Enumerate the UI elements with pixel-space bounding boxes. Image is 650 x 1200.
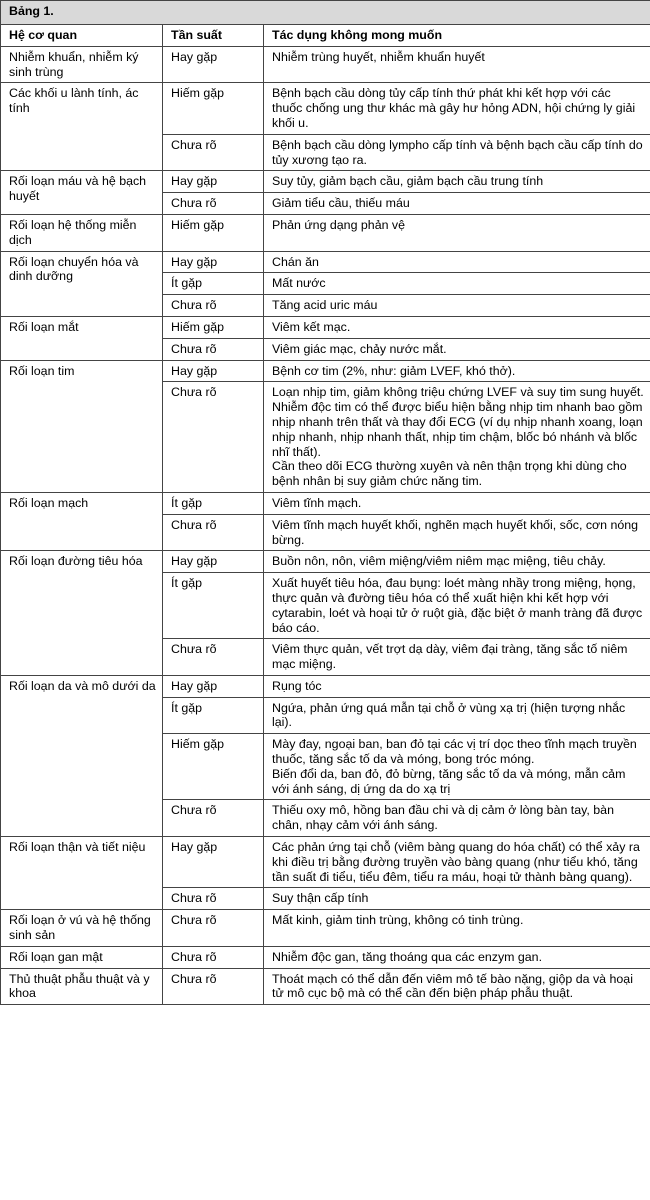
effect-text: Tăng acid uric máu bbox=[272, 298, 378, 313]
effect-cell bbox=[264, 946, 650, 968]
frequency-cell: Chưa rõ bbox=[163, 800, 264, 837]
frequency-cell: Chưa rõ bbox=[163, 514, 264, 551]
frequency-cell: Chưa rõ bbox=[163, 968, 264, 1005]
frequency-cell: Hiếm gặp bbox=[163, 734, 264, 800]
frequency-cell: Chưa rõ bbox=[163, 910, 264, 947]
effect-cell bbox=[264, 968, 650, 1005]
effect-text: Các phản ứng tại chỗ (viêm bàng quang do hóa chất) có thể xảy ra khi điều trị bằng đường truyền vào bàng quang (như tiểu khó, tăng tần suất đi tiểu, tiểu đêm, tiểu ra máu, hoại tử thành bàng quang). bbox=[272, 840, 640, 884]
effect-text: Mày đay, ngoại ban, ban đỏ tại các vị trí dọc theo tĩnh mạch truyền thuốc, tăng sắc tố da và móng, bong tróc móng. bbox=[272, 737, 637, 767]
effect-text: Thiếu oxy mô, hồng ban đầu chi và dị cảm ở lòng bàn tay, bàn chân, nhạy cảm với ánh sáng. bbox=[272, 803, 614, 833]
organ-system-cell: Rối loạn mắt bbox=[1, 316, 163, 360]
organ-system-cell: Rối loạn đường tiêu hóa bbox=[1, 551, 163, 676]
frequency-cell: Ít gặp bbox=[163, 492, 264, 514]
effect-text: Cần theo dõi ECG thường xuyên và nên thận trọng khi dùng cho bệnh nhân bị suy giảm chức năng tim. bbox=[272, 459, 627, 489]
effect-cell bbox=[264, 273, 650, 295]
organ-system-cell: Rối loạn ở vú và hệ thống sinh sản bbox=[1, 910, 163, 947]
effect-cell bbox=[264, 360, 650, 382]
organ-system-cell: Thủ thuật phẫu thuật và y khoa bbox=[1, 968, 163, 1005]
effect-cell bbox=[264, 910, 650, 947]
effect-text: Viêm kết mạc. bbox=[272, 319, 351, 334]
effect-text: Viêm tĩnh mạch huyết khối, nghẽn mạch huyết khối, sốc, cơn nóng bừng. bbox=[272, 517, 639, 547]
effect-text: Viêm tĩnh mạch. bbox=[272, 495, 362, 510]
effect-cell bbox=[264, 214, 650, 251]
effect-cell bbox=[264, 295, 650, 317]
frequency-cell: Hay gặp bbox=[163, 251, 264, 273]
organ-system-cell: Rối loạn hệ thống miễn dịch bbox=[1, 214, 163, 251]
effect-cell bbox=[264, 46, 650, 83]
table-body bbox=[1, 46, 650, 1004]
table-row bbox=[1, 360, 650, 382]
effect-text: Mất nước bbox=[272, 276, 326, 291]
organ-system-cell: Nhiễm khuẩn, nhiễm ký sinh trùng bbox=[1, 46, 163, 83]
effect-text: Ngứa, phản ứng quá mẫn tại chỗ ở vùng xạ trị (hiện tượng nhắc lại). bbox=[272, 700, 626, 730]
table-row bbox=[1, 946, 650, 968]
effect-text: Loạn nhịp tim, giảm không triệu chứng LVEF và suy tim sung huyết. bbox=[272, 385, 644, 400]
effect-text: Viêm giác mạc, chảy nước mắt. bbox=[272, 341, 447, 356]
effect-cell bbox=[264, 83, 650, 134]
frequency-cell: Chưa rõ bbox=[163, 888, 264, 910]
table-row bbox=[1, 316, 650, 338]
frequency-cell: Hiếm gặp bbox=[163, 83, 264, 134]
table-row bbox=[1, 910, 650, 947]
effect-cell bbox=[264, 193, 650, 215]
effect-cell bbox=[264, 888, 650, 910]
frequency-cell: Hiếm gặp bbox=[163, 316, 264, 338]
effect-text: Xuất huyết tiêu hóa, đau bụng: loét màng nhầy trong miệng, họng, thực quản và đường tiêu hóa có thể xuất hiện khi kết hợp với cytarabin, loét và hoại tử ở ruột già, đặc biệt ở manh tràng đã được báo cáo. bbox=[272, 576, 643, 635]
effect-cell bbox=[264, 639, 650, 676]
frequency-cell: Chưa rõ bbox=[163, 946, 264, 968]
organ-system-cell: Rối loạn gan mật bbox=[1, 946, 163, 968]
effect-cell bbox=[264, 697, 650, 734]
effect-text: Nhiễm trùng huyết, nhiễm khuẩn huyết bbox=[272, 49, 485, 64]
header-frequency: Tần suất bbox=[163, 25, 264, 47]
effect-text: Nhiễm độc tim có thể được biểu hiện bằng nhịp tim nhanh bao gồm nhịp nhanh trên thất và thay đổi ECG (ví dụ nhịp nhanh xoang, loạn nhịp nhanh, nhịp nhanh thất, nhịp tim chậm, blốc bó nhánh và blốc nhĩ thất). bbox=[272, 400, 643, 459]
effect-cell bbox=[264, 573, 650, 639]
frequency-cell: Hiếm gặp bbox=[163, 214, 264, 251]
effect-cell bbox=[264, 316, 650, 338]
frequency-cell: Chưa rõ bbox=[163, 338, 264, 360]
effect-cell bbox=[264, 338, 650, 360]
table-row bbox=[1, 837, 650, 888]
header-organ-system: Hệ cơ quan bbox=[1, 25, 163, 47]
organ-system-cell: Các khối u lành tính, ác tính bbox=[1, 83, 163, 171]
table-row bbox=[1, 492, 650, 514]
effect-cell bbox=[264, 837, 650, 888]
effect-text: Suy thận cấp tính bbox=[272, 891, 369, 906]
header-adverse-effect: Tác dụng không mong muốn bbox=[264, 25, 650, 47]
frequency-cell: Ít gặp bbox=[163, 573, 264, 639]
frequency-cell: Hay gặp bbox=[163, 675, 264, 697]
frequency-cell: Chưa rõ bbox=[163, 382, 264, 493]
table-row bbox=[1, 171, 650, 193]
frequency-cell: Hay gặp bbox=[163, 551, 264, 573]
organ-system-cell: Rối loạn da và mô dưới da bbox=[1, 675, 163, 836]
table-row bbox=[1, 675, 650, 697]
effect-cell bbox=[264, 734, 650, 800]
frequency-cell: Hay gặp bbox=[163, 46, 264, 83]
table-row bbox=[1, 251, 650, 273]
frequency-cell: Ít gặp bbox=[163, 697, 264, 734]
effect-cell bbox=[264, 171, 650, 193]
effect-text: Bệnh bạch cầu dòng tủy cấp tính thứ phát khi kết hợp với các thuốc chống ung thư khác mà gây hư hỏng ADN, hội chứng ly giải khối u. bbox=[272, 86, 636, 130]
frequency-cell: Hay gặp bbox=[163, 837, 264, 888]
effect-text: Buồn nôn, nôn, viêm miệng/viêm niêm mạc miệng, tiêu chảy. bbox=[272, 554, 606, 569]
table-caption: Bảng 1. bbox=[1, 1, 650, 25]
frequency-cell: Hay gặp bbox=[163, 360, 264, 382]
organ-system-cell: Rối loạn máu và hệ bạch huyết bbox=[1, 171, 163, 215]
table-row bbox=[1, 551, 650, 573]
table-row bbox=[1, 83, 650, 134]
effect-text: Bệnh cơ tim (2%, như: giảm LVEF, khó thở). bbox=[272, 363, 516, 378]
effect-text: Giảm tiểu cầu, thiếu máu bbox=[272, 196, 410, 211]
effect-text: Viêm thực quản, vết trợt dạ dày, viêm đại tràng, tăng sắc tố niêm mạc miệng. bbox=[272, 642, 628, 672]
table-row bbox=[1, 46, 650, 83]
frequency-cell: Ít gặp bbox=[163, 273, 264, 295]
effect-text: Nhiễm độc gan, tăng thoáng qua các enzym gan. bbox=[272, 949, 543, 964]
organ-system-cell: Rối loạn thận và tiết niệu bbox=[1, 837, 163, 910]
effect-text: Suy tủy, giảm bạch cầu, giảm bạch cầu trung tính bbox=[272, 174, 544, 189]
table-row bbox=[1, 214, 650, 251]
effect-text: Mất kinh, giảm tinh trùng, không có tinh trùng. bbox=[272, 913, 524, 928]
frequency-cell: Chưa rõ bbox=[163, 193, 264, 215]
effect-text: Phản ứng dạng phản vệ bbox=[272, 217, 405, 232]
effect-cell bbox=[264, 551, 650, 573]
effect-text: Chán ăn bbox=[272, 254, 319, 269]
frequency-cell: Chưa rõ bbox=[163, 134, 264, 171]
table-row bbox=[1, 968, 650, 1005]
frequency-cell: Hay gặp bbox=[163, 171, 264, 193]
effect-cell bbox=[264, 492, 650, 514]
organ-system-cell: Rối loạn tim bbox=[1, 360, 163, 492]
effect-cell bbox=[264, 800, 650, 837]
effect-cell bbox=[264, 675, 650, 697]
frequency-cell: Chưa rõ bbox=[163, 295, 264, 317]
effect-cell bbox=[264, 134, 650, 171]
organ-system-cell: Rối loạn mạch bbox=[1, 492, 163, 550]
effect-text: Rụng tóc bbox=[272, 678, 322, 693]
effect-cell bbox=[264, 382, 650, 493]
organ-system-cell: Rối loạn chuyển hóa và dinh dưỡng bbox=[1, 251, 163, 316]
effect-text: Bệnh bạch cầu dòng lympho cấp tính và bệnh bạch cầu cấp tính do tủy xương tạo ra. bbox=[272, 137, 643, 167]
effect-cell bbox=[264, 514, 650, 551]
effect-text: Biến đổi da, ban đỏ, đỏ bừng, tăng sắc tố da và móng, mẫn cảm với ánh sáng, dị ứng da do xạ trị bbox=[272, 766, 626, 796]
effect-cell bbox=[264, 251, 650, 273]
effect-text: Thoát mạch có thể dẫn đến viêm mô tế bào nặng, giộp da và hoại tử mô cục bộ mà có thể cần đến biện pháp phẫu thuật. bbox=[272, 971, 633, 1001]
frequency-cell: Chưa rõ bbox=[163, 639, 264, 676]
